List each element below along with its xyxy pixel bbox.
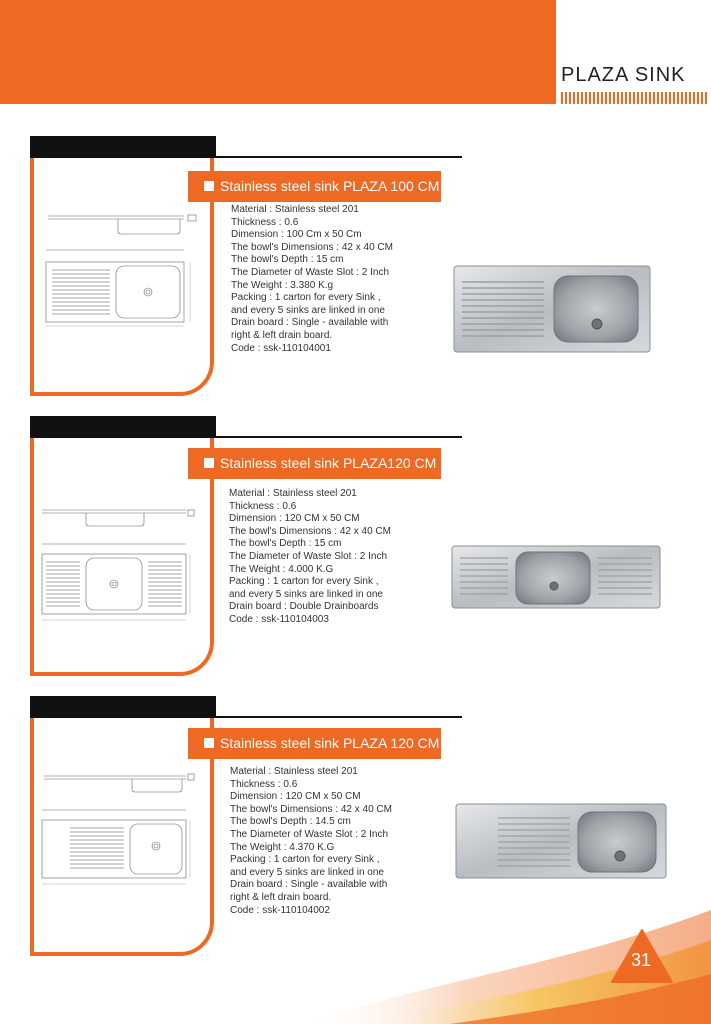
- spec-line: Packing : 1 carton for every Sink ,: [230, 854, 380, 866]
- spec-line: The Weight : 4.370 K.G: [230, 841, 335, 853]
- product-title-banner: [188, 448, 441, 479]
- spec-line: The Diameter of Waste Slot : 2 Inch: [230, 828, 389, 840]
- product-section-2: [0, 416, 711, 684]
- spec-line: The Diameter of Waste Slot : 2 Inch: [229, 550, 388, 562]
- header-stripes: [561, 92, 709, 104]
- product-photo: [454, 798, 668, 884]
- spec-line: Drain board : Double Drainboards: [229, 601, 379, 613]
- spec-line: and every 5 sinks are linked in one: [231, 304, 385, 316]
- section-rule: [216, 436, 462, 438]
- spec-line: Dimension : 120 CM x 50 CM: [230, 791, 361, 803]
- product-title: Stainless steel sink PLAZA120 CM: [220, 455, 437, 471]
- spec-line: Thickness : 0.6: [231, 216, 299, 228]
- product-title-banner: [188, 171, 441, 202]
- spec-line: The bowl's Depth : 14.5 cm: [230, 816, 351, 828]
- square-bullet-icon: [204, 458, 214, 468]
- spec-line: Packing : 1 carton for every Sink ,: [231, 292, 381, 304]
- spec-line: right & left drain board.: [231, 329, 333, 341]
- spec-line: Material : Stainless steel 201: [230, 766, 358, 777]
- spec-line: and every 5 sinks are linked in one: [229, 588, 383, 600]
- spec-line: and every 5 sinks are linked in one: [230, 866, 384, 878]
- page-number: 31: [630, 950, 652, 970]
- spec-line: Code : ssk-110104003: [229, 613, 329, 625]
- spec-line: Dimension : 100 Cm x 50 Cm: [231, 229, 362, 241]
- spec-line: Dimension : 120 CM x 50 CM: [229, 513, 360, 525]
- product-title: Stainless steel sink PLAZA 120 CM: [220, 735, 440, 751]
- spec-line: The bowl's Dimensions : 42 x 40 CM: [231, 241, 393, 253]
- section-rule: [216, 156, 462, 158]
- page-title: PLAZA SINK: [561, 64, 686, 86]
- product-photo: [450, 542, 662, 614]
- product-specs: [231, 204, 393, 355]
- header-band: [0, 0, 556, 104]
- spec-line: The Weight : 3.380 K.g: [231, 279, 334, 291]
- spec-line: Code : ssk-110104002: [230, 904, 330, 916]
- product-title: Stainless steel sink PLAZA 100 CM: [220, 178, 440, 194]
- spec-line: The Weight : 4.000 K.G: [229, 563, 334, 575]
- section-bar: [30, 416, 216, 438]
- technical-drawing: [40, 770, 200, 890]
- spec-line: Thickness : 0.6: [230, 778, 298, 790]
- technical-drawing: [40, 504, 200, 628]
- spec-line: Drain board : Single - available with: [230, 879, 388, 891]
- product-title-banner: [188, 728, 441, 759]
- square-bullet-icon: [204, 738, 214, 748]
- section-bar: [30, 136, 216, 158]
- spec-line: The bowl's Depth : 15 cm: [231, 254, 344, 266]
- product-specs: [229, 488, 391, 627]
- technical-drawing: [44, 210, 200, 330]
- section-bar: [30, 696, 216, 718]
- spec-line: The Diameter of Waste Slot : 2 Inch: [231, 266, 390, 278]
- spec-line: Thickness : 0.6: [229, 500, 297, 512]
- product-photo: [452, 260, 652, 356]
- spec-line: The bowl's Dimensions : 42 x 40 CM: [229, 525, 391, 537]
- section-rule: [216, 716, 462, 718]
- spec-line: Drain board : Single - available with: [231, 317, 389, 329]
- square-bullet-icon: [204, 181, 214, 191]
- spec-line: right & left drain board.: [230, 891, 332, 903]
- product-specs: [230, 766, 392, 917]
- spec-line: Code : ssk-110104001: [231, 342, 331, 354]
- spec-line: The bowl's Depth : 15 cm: [229, 538, 342, 550]
- spec-line: Material : Stainless steel 201: [229, 488, 357, 499]
- spec-line: Material : Stainless steel 201: [231, 204, 359, 215]
- spec-line: The bowl's Dimensions : 42 x 40 CM: [230, 803, 392, 815]
- product-section-1: [0, 136, 711, 404]
- spec-line: Packing : 1 carton for every Sink ,: [229, 576, 379, 588]
